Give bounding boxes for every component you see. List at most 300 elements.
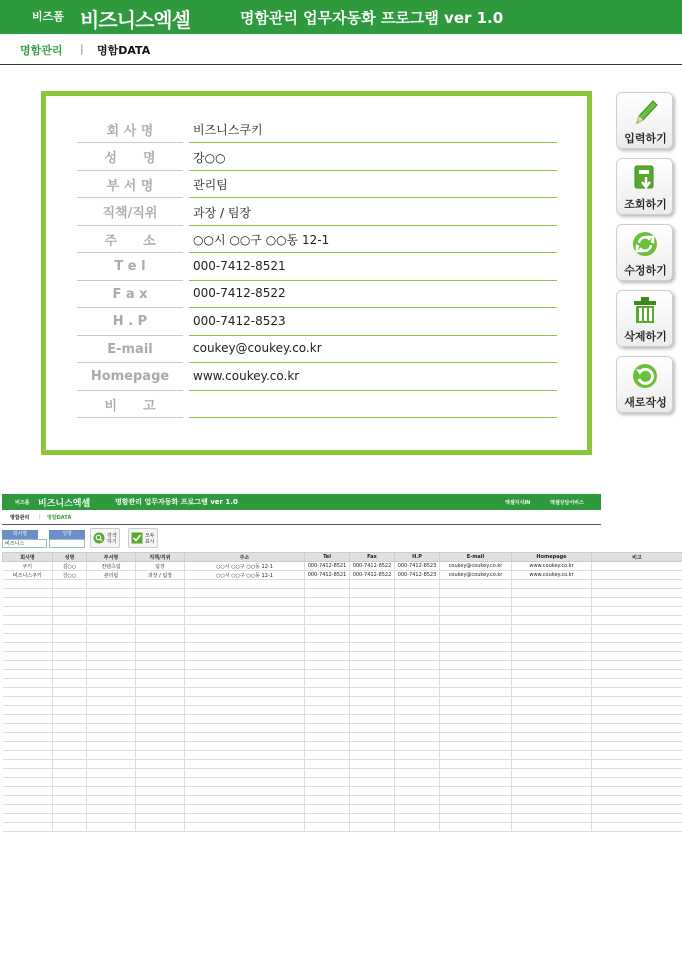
- table-cell[interactable]: [440, 778, 512, 787]
- table-cell[interactable]: [185, 778, 305, 787]
- table-cell[interactable]: [3, 724, 53, 733]
- table-cell[interactable]: [350, 634, 395, 643]
- table-cell[interactable]: [136, 814, 185, 823]
- table-cell[interactable]: [136, 643, 185, 652]
- table-cell[interactable]: [512, 679, 592, 688]
- table-cell[interactable]: [512, 823, 592, 832]
- table-cell[interactable]: [136, 661, 185, 670]
- table-cell[interactable]: [395, 769, 440, 778]
- table-cell[interactable]: 팀장: [136, 562, 185, 571]
- table-cell[interactable]: [3, 643, 53, 652]
- table-cell[interactable]: [53, 607, 87, 616]
- table-cell[interactable]: [136, 724, 185, 733]
- table-cell[interactable]: [53, 643, 87, 652]
- table-cell[interactable]: [440, 688, 512, 697]
- table-cell[interactable]: [136, 751, 185, 760]
- table-cell[interactable]: [305, 589, 350, 598]
- table-cell[interactable]: [350, 814, 395, 823]
- form-field-value[interactable]: coukey@coukey.co.kr: [189, 336, 557, 363]
- table-cell[interactable]: [512, 787, 592, 796]
- table-cell[interactable]: [512, 778, 592, 787]
- table-cell[interactable]: [512, 598, 592, 607]
- table-cell[interactable]: [305, 814, 350, 823]
- table-cell[interactable]: [350, 769, 395, 778]
- table-cell[interactable]: 000-7412-8523: [395, 562, 440, 571]
- table-cell[interactable]: [53, 733, 87, 742]
- table-cell[interactable]: [87, 724, 136, 733]
- table-cell[interactable]: [87, 598, 136, 607]
- table-cell[interactable]: [395, 598, 440, 607]
- table-row[interactable]: [3, 589, 682, 598]
- table-cell[interactable]: [185, 598, 305, 607]
- table-cell[interactable]: [440, 643, 512, 652]
- table-cell[interactable]: [3, 589, 53, 598]
- table-cell[interactable]: [512, 616, 592, 625]
- input-button[interactable]: [616, 92, 673, 149]
- table-cell[interactable]: [395, 796, 440, 805]
- column-header[interactable]: 주소: [185, 553, 305, 562]
- table-cell[interactable]: [185, 787, 305, 796]
- mini-tab-card-data[interactable]: 명함DATA: [47, 515, 72, 521]
- table-cell[interactable]: [305, 724, 350, 733]
- form-field-value[interactable]: 000-7412-8521: [189, 254, 557, 281]
- table-cell[interactable]: [3, 751, 53, 760]
- table-cell[interactable]: [53, 661, 87, 670]
- table-cell[interactable]: [3, 598, 53, 607]
- table-cell[interactable]: [185, 706, 305, 715]
- table-cell[interactable]: [592, 625, 682, 634]
- table-cell[interactable]: 관리팀: [87, 571, 136, 580]
- table-cell[interactable]: [440, 742, 512, 751]
- table-cell[interactable]: [3, 733, 53, 742]
- table-cell[interactable]: [305, 778, 350, 787]
- table-row[interactable]: [3, 769, 682, 778]
- table-row[interactable]: [3, 796, 682, 805]
- table-cell[interactable]: [53, 616, 87, 625]
- table-cell[interactable]: [136, 733, 185, 742]
- form-field-value[interactable]: 000-7412-8522: [189, 281, 557, 308]
- table-cell[interactable]: [395, 706, 440, 715]
- table-cell[interactable]: [440, 769, 512, 778]
- table-cell[interactable]: [53, 805, 87, 814]
- table-cell[interactable]: [395, 787, 440, 796]
- table-cell[interactable]: [53, 580, 87, 589]
- table-cell[interactable]: 컨텐츠팀: [87, 562, 136, 571]
- table-cell[interactable]: [592, 787, 682, 796]
- table-cell[interactable]: [395, 733, 440, 742]
- table-cell[interactable]: [592, 769, 682, 778]
- table-cell[interactable]: [3, 580, 53, 589]
- column-header[interactable]: 직책/직위: [136, 553, 185, 562]
- table-row[interactable]: [3, 805, 682, 814]
- column-header[interactable]: 비고: [592, 553, 682, 562]
- table-cell[interactable]: [395, 643, 440, 652]
- table-cell[interactable]: [305, 787, 350, 796]
- form-field-value[interactable]: 과장 / 팀장: [189, 199, 557, 226]
- table-cell[interactable]: [136, 787, 185, 796]
- table-cell[interactable]: [350, 652, 395, 661]
- table-row[interactable]: [3, 751, 682, 760]
- form-field-value[interactable]: ○○시 ○○구 ○○동 12-1: [189, 226, 557, 253]
- table-cell[interactable]: [512, 715, 592, 724]
- table-cell[interactable]: [350, 742, 395, 751]
- table-cell[interactable]: [87, 688, 136, 697]
- form-field-value[interactable]: www.coukey.co.kr: [189, 364, 557, 391]
- table-cell[interactable]: [512, 589, 592, 598]
- table-cell[interactable]: [512, 652, 592, 661]
- table-cell[interactable]: [136, 715, 185, 724]
- table-cell[interactable]: [185, 652, 305, 661]
- table-cell[interactable]: [350, 625, 395, 634]
- table-cell[interactable]: [136, 796, 185, 805]
- table-cell[interactable]: [87, 751, 136, 760]
- table-cell[interactable]: [395, 697, 440, 706]
- table-cell[interactable]: [592, 616, 682, 625]
- table-cell[interactable]: [440, 823, 512, 832]
- table-cell[interactable]: [185, 742, 305, 751]
- table-cell[interactable]: [185, 625, 305, 634]
- table-row[interactable]: [3, 688, 682, 697]
- table-row[interactable]: [3, 715, 682, 724]
- table-cell[interactable]: [185, 643, 305, 652]
- table-cell[interactable]: [87, 796, 136, 805]
- table-cell[interactable]: [185, 634, 305, 643]
- table-cell[interactable]: [440, 625, 512, 634]
- table-cell[interactable]: [305, 625, 350, 634]
- table-cell[interactable]: [3, 769, 53, 778]
- table-cell[interactable]: [440, 751, 512, 760]
- table-cell[interactable]: [440, 796, 512, 805]
- table-cell[interactable]: [87, 652, 136, 661]
- table-cell[interactable]: [87, 706, 136, 715]
- table-cell[interactable]: [53, 823, 87, 832]
- table-cell[interactable]: coukey@coukey.co.kr: [440, 562, 512, 571]
- table-cell[interactable]: [87, 634, 136, 643]
- table-cell[interactable]: [592, 607, 682, 616]
- table-row[interactable]: [3, 778, 682, 787]
- table-cell[interactable]: [87, 697, 136, 706]
- table-cell[interactable]: [136, 652, 185, 661]
- table-cell[interactable]: [53, 697, 87, 706]
- table-cell[interactable]: [395, 625, 440, 634]
- table-cell[interactable]: [592, 562, 682, 571]
- column-header[interactable]: 성명: [53, 553, 87, 562]
- table-cell[interactable]: [350, 589, 395, 598]
- table-cell[interactable]: [440, 607, 512, 616]
- table-cell[interactable]: [440, 814, 512, 823]
- table-cell[interactable]: [592, 760, 682, 769]
- table-cell[interactable]: [53, 652, 87, 661]
- table-cell[interactable]: [136, 634, 185, 643]
- table-row[interactable]: [3, 616, 682, 625]
- table-cell[interactable]: [185, 697, 305, 706]
- table-row[interactable]: [3, 733, 682, 742]
- table-cell[interactable]: [3, 616, 53, 625]
- table-cell[interactable]: [440, 598, 512, 607]
- table-cell[interactable]: [440, 724, 512, 733]
- table-cell[interactable]: [305, 733, 350, 742]
- table-cell[interactable]: [136, 598, 185, 607]
- table-cell[interactable]: [136, 679, 185, 688]
- table-cell[interactable]: [87, 760, 136, 769]
- table-cell[interactable]: [53, 796, 87, 805]
- table-cell[interactable]: [185, 814, 305, 823]
- table-cell[interactable]: [395, 652, 440, 661]
- table-cell[interactable]: [136, 625, 185, 634]
- table-cell[interactable]: [3, 814, 53, 823]
- table-cell[interactable]: [87, 643, 136, 652]
- table-cell[interactable]: [592, 688, 682, 697]
- table-cell[interactable]: [87, 625, 136, 634]
- table-cell[interactable]: [53, 814, 87, 823]
- table-cell[interactable]: [305, 697, 350, 706]
- mini-show-all-button[interactable]: [128, 528, 158, 548]
- table-cell[interactable]: [136, 760, 185, 769]
- table-cell[interactable]: [395, 616, 440, 625]
- new-button[interactable]: [616, 356, 673, 413]
- table-cell[interactable]: [350, 607, 395, 616]
- table-cell[interactable]: [185, 670, 305, 679]
- table-cell[interactable]: [512, 607, 592, 616]
- table-cell[interactable]: [440, 589, 512, 598]
- table-cell[interactable]: [512, 634, 592, 643]
- column-header[interactable]: 회사명: [3, 553, 53, 562]
- table-cell[interactable]: [53, 769, 87, 778]
- table-cell[interactable]: [305, 580, 350, 589]
- table-cell[interactable]: [136, 589, 185, 598]
- table-cell[interactable]: [185, 733, 305, 742]
- table-cell[interactable]: [592, 634, 682, 643]
- table-cell[interactable]: [512, 625, 592, 634]
- table-cell[interactable]: [185, 715, 305, 724]
- table-cell[interactable]: [512, 724, 592, 733]
- table-cell[interactable]: [3, 706, 53, 715]
- table-cell[interactable]: [395, 805, 440, 814]
- table-cell[interactable]: [592, 778, 682, 787]
- table-cell[interactable]: [53, 742, 87, 751]
- table-cell[interactable]: [53, 787, 87, 796]
- table-cell[interactable]: [592, 823, 682, 832]
- table-cell[interactable]: [3, 778, 53, 787]
- table-cell[interactable]: [87, 823, 136, 832]
- table-cell[interactable]: [305, 598, 350, 607]
- table-cell[interactable]: [512, 688, 592, 697]
- table-cell[interactable]: [592, 580, 682, 589]
- table-cell[interactable]: [592, 679, 682, 688]
- table-row[interactable]: [3, 760, 682, 769]
- table-cell[interactable]: [3, 607, 53, 616]
- table-cell[interactable]: [350, 697, 395, 706]
- table-cell[interactable]: [305, 715, 350, 724]
- table-cell[interactable]: [512, 580, 592, 589]
- table-cell[interactable]: [592, 589, 682, 598]
- table-cell[interactable]: [136, 688, 185, 697]
- table-cell[interactable]: [185, 823, 305, 832]
- table-cell[interactable]: [305, 616, 350, 625]
- tab-card-data[interactable]: 명함DATA: [97, 44, 151, 57]
- table-cell[interactable]: [350, 724, 395, 733]
- table-cell[interactable]: [3, 688, 53, 697]
- table-cell[interactable]: [53, 778, 87, 787]
- table-row[interactable]: [3, 679, 682, 688]
- table-cell[interactable]: [3, 760, 53, 769]
- table-cell[interactable]: [395, 760, 440, 769]
- table-cell[interactable]: [440, 580, 512, 589]
- table-cell[interactable]: [185, 769, 305, 778]
- table-cell[interactable]: [350, 823, 395, 832]
- table-cell[interactable]: [3, 715, 53, 724]
- column-header[interactable]: H.P: [395, 553, 440, 562]
- table-cell[interactable]: [3, 787, 53, 796]
- table-cell[interactable]: [592, 733, 682, 742]
- table-cell[interactable]: [512, 733, 592, 742]
- table-cell[interactable]: [440, 787, 512, 796]
- table-cell[interactable]: [305, 706, 350, 715]
- table-cell[interactable]: [87, 778, 136, 787]
- table-cell[interactable]: 과장 / 팀장: [136, 571, 185, 580]
- column-header[interactable]: Tel: [305, 553, 350, 562]
- table-cell[interactable]: [136, 778, 185, 787]
- table-cell[interactable]: [350, 715, 395, 724]
- form-field-value[interactable]: 강○○: [189, 144, 557, 171]
- table-cell[interactable]: [350, 706, 395, 715]
- table-cell[interactable]: [136, 742, 185, 751]
- table-cell[interactable]: [440, 715, 512, 724]
- table-cell[interactable]: [592, 715, 682, 724]
- table-cell[interactable]: [512, 760, 592, 769]
- table-cell[interactable]: [440, 661, 512, 670]
- table-row[interactable]: [3, 580, 682, 589]
- form-field-value[interactable]: 비즈니스쿠키: [189, 116, 557, 143]
- table-cell[interactable]: [305, 634, 350, 643]
- table-cell[interactable]: [592, 652, 682, 661]
- mini-link-consult[interactable]: 엑셀상담서비스: [550, 500, 584, 506]
- table-cell[interactable]: [3, 661, 53, 670]
- table-cell[interactable]: 000-7412-8522: [350, 562, 395, 571]
- column-header[interactable]: 부서명: [87, 553, 136, 562]
- table-row[interactable]: [3, 787, 682, 796]
- table-row[interactable]: [3, 661, 682, 670]
- table-cell[interactable]: [185, 679, 305, 688]
- table-cell[interactable]: [512, 751, 592, 760]
- table-cell[interactable]: [512, 643, 592, 652]
- table-cell[interactable]: [440, 733, 512, 742]
- table-cell[interactable]: [440, 805, 512, 814]
- table-cell[interactable]: [440, 679, 512, 688]
- table-cell[interactable]: [136, 580, 185, 589]
- table-cell[interactable]: 000-7412-8521: [305, 571, 350, 580]
- table-cell[interactable]: [440, 652, 512, 661]
- table-cell[interactable]: [395, 778, 440, 787]
- table-cell[interactable]: 김○○: [53, 562, 87, 571]
- table-cell[interactable]: [185, 751, 305, 760]
- table-cell[interactable]: [53, 634, 87, 643]
- table-cell[interactable]: [592, 643, 682, 652]
- edit-button[interactable]: [616, 224, 673, 281]
- table-cell[interactable]: [592, 598, 682, 607]
- table-row[interactable]: [3, 742, 682, 751]
- table-row[interactable]: [3, 625, 682, 634]
- table-cell[interactable]: [350, 661, 395, 670]
- table-row[interactable]: [3, 814, 682, 823]
- table-cell[interactable]: [305, 607, 350, 616]
- table-cell[interactable]: [592, 751, 682, 760]
- table-cell[interactable]: [87, 814, 136, 823]
- table-cell[interactable]: [305, 670, 350, 679]
- table-cell[interactable]: [185, 724, 305, 733]
- table-cell[interactable]: 000-7412-8523: [395, 571, 440, 580]
- table-cell[interactable]: www.coukey.co.kr: [512, 571, 592, 580]
- table-cell[interactable]: [592, 571, 682, 580]
- table-cell[interactable]: [512, 814, 592, 823]
- table-cell[interactable]: [350, 796, 395, 805]
- table-cell[interactable]: [350, 688, 395, 697]
- table-cell[interactable]: coukey@coukey.co.kr: [440, 571, 512, 580]
- table-cell[interactable]: [136, 616, 185, 625]
- table-cell[interactable]: [350, 643, 395, 652]
- table-cell[interactable]: [53, 625, 87, 634]
- table-cell[interactable]: [87, 589, 136, 598]
- table-cell[interactable]: [395, 715, 440, 724]
- table-cell[interactable]: [3, 796, 53, 805]
- table-cell[interactable]: 비즈니스쿠키: [3, 571, 53, 580]
- table-cell[interactable]: [440, 706, 512, 715]
- table-cell[interactable]: [395, 742, 440, 751]
- table-cell[interactable]: [592, 670, 682, 679]
- table-row[interactable]: [3, 634, 682, 643]
- table-cell[interactable]: [592, 697, 682, 706]
- mini-filter-name-input[interactable]: [49, 539, 85, 548]
- tab-card-management[interactable]: 명함관리: [20, 44, 63, 57]
- table-cell[interactable]: [395, 679, 440, 688]
- table-cell[interactable]: [305, 823, 350, 832]
- table-cell[interactable]: [512, 796, 592, 805]
- table-cell[interactable]: [185, 580, 305, 589]
- table-cell[interactable]: [3, 805, 53, 814]
- table-row[interactable]: [3, 652, 682, 661]
- table-cell[interactable]: [440, 634, 512, 643]
- table-row[interactable]: [3, 643, 682, 652]
- table-cell[interactable]: [512, 769, 592, 778]
- table-cell[interactable]: [305, 742, 350, 751]
- table-cell[interactable]: [350, 778, 395, 787]
- table-cell[interactable]: [440, 616, 512, 625]
- mini-link-knowledge[interactable]: 엑셀지식IN: [505, 500, 531, 506]
- table-cell[interactable]: [440, 670, 512, 679]
- table-cell[interactable]: [592, 814, 682, 823]
- table-cell[interactable]: 000-7412-8521: [305, 562, 350, 571]
- table-cell[interactable]: [87, 670, 136, 679]
- table-cell[interactable]: 000-7412-8522: [350, 571, 395, 580]
- table-cell[interactable]: [53, 598, 87, 607]
- table-cell[interactable]: [512, 706, 592, 715]
- table-row[interactable]: [3, 598, 682, 607]
- table-cell[interactable]: [87, 769, 136, 778]
- table-cell[interactable]: [185, 805, 305, 814]
- table-cell[interactable]: [87, 616, 136, 625]
- table-cell[interactable]: 쿠키: [3, 562, 53, 571]
- table-cell[interactable]: [395, 823, 440, 832]
- table-cell[interactable]: [512, 742, 592, 751]
- table-cell[interactable]: [87, 679, 136, 688]
- table-cell[interactable]: [592, 796, 682, 805]
- table-cell[interactable]: [136, 769, 185, 778]
- table-cell[interactable]: [350, 598, 395, 607]
- table-cell[interactable]: [53, 760, 87, 769]
- mini-search-button[interactable]: [90, 528, 120, 548]
- table-cell[interactable]: [395, 751, 440, 760]
- table-cell[interactable]: www.coukey.co.kr: [512, 562, 592, 571]
